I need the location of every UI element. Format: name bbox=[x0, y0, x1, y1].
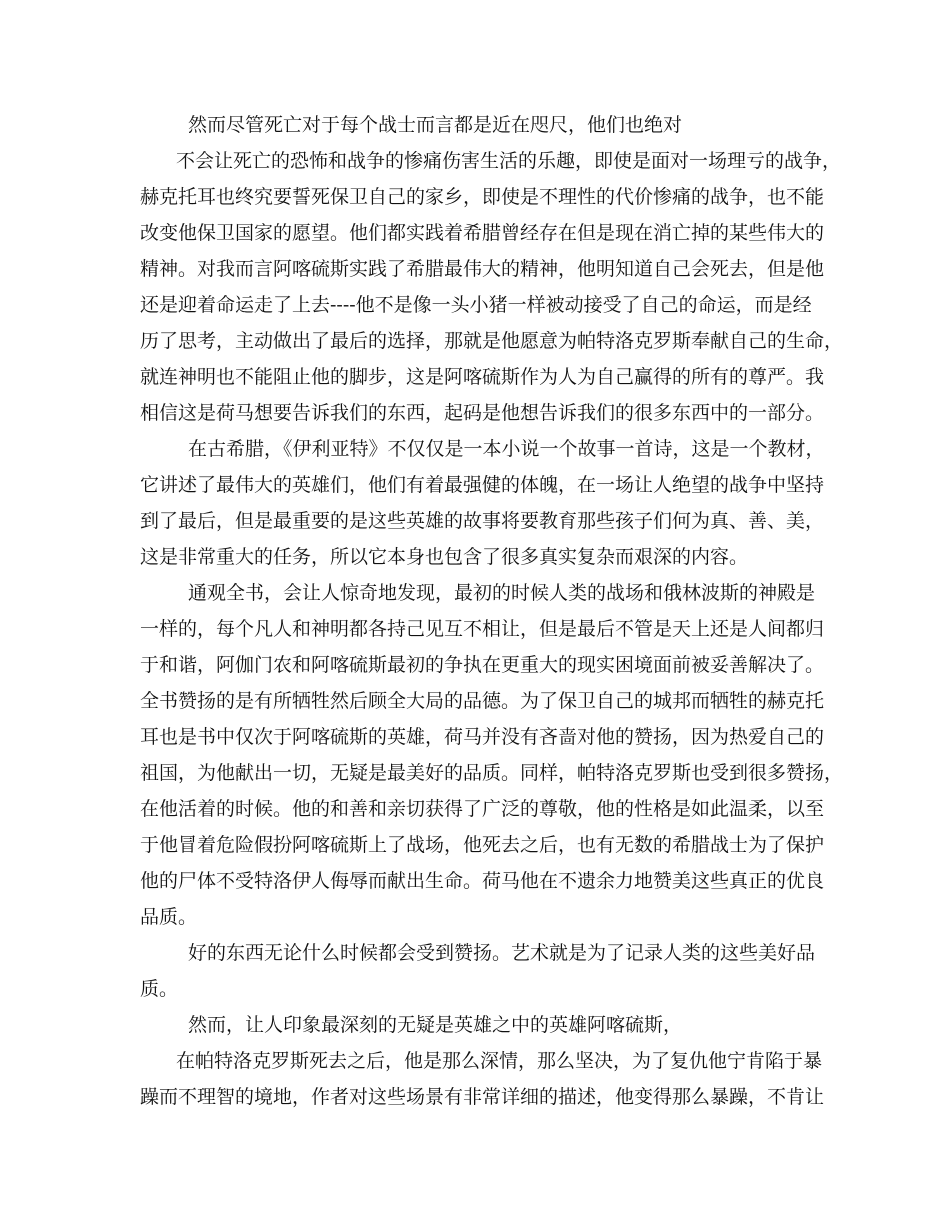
text-line-19: 祖国，为他献出一切，无疑是最美好的品质。同样，帕特洛克罗斯也受到很多赞扬， bbox=[140, 762, 844, 784]
text-line-5: 精神。对我而言阿喀硫斯实践了希腊最伟大的精神，他明知道自己会死去，但是他 bbox=[140, 258, 825, 280]
text-line-11: 它讲述了最伟大的英雄们，他们有着最强健的体魄，在一场让人绝望的战争中坚持 bbox=[140, 474, 825, 496]
text-line-8: 就连神明也不能阻止他的脚步，这是阿喀硫斯作为人为自己赢得的所有的尊严。我 bbox=[140, 366, 825, 388]
text-line-16: 于和谐，阿伽门农和阿喀硫斯最初的争执在更重大的现实困境面前被妥善解决了。 bbox=[140, 654, 825, 676]
text-line-21: 于他冒着危险假扮阿喀硫斯上了战场，他死去之后，也有无数的希腊战士为了保护 bbox=[140, 834, 825, 856]
text-line-12: 到了最后，但是最重要的是这些英雄的故事将要教育那些孩子们何为真、善、美， bbox=[140, 510, 825, 532]
text-line-27: 在帕特洛克罗斯死去之后，他是那么深情，那么坚决，为了复仇他宁肯陷于暴 bbox=[176, 1050, 823, 1072]
text-line-1: 然而尽管死亡对于每个战士而言都是近在咫尺，他们也绝对 bbox=[188, 114, 683, 136]
text-line-20: 在他活着的时候。他的和善和亲切获得了广泛的尊敬，他的性格是如此温柔，以至 bbox=[140, 798, 825, 820]
text-line-25: 质。 bbox=[140, 978, 179, 1000]
text-line-15: 一样的，每个凡人和神明都各持己见互不相让，但是最后不管是天上还是人间都归 bbox=[140, 618, 825, 640]
text-line-2: 不会让死亡的恐怖和战争的惨痛伤害生活的乐趣，即使是面对一场理亏的战争， bbox=[176, 150, 842, 172]
text-line-6: 还是迎着命运走了上去----他不是像一头小猪一样被动接受了自己的命运，而是经 bbox=[140, 294, 812, 316]
text-line-9: 相信这是荷马想要告诉我们的东西，起码是他想告诉我们的很多东西中的一部分。 bbox=[140, 402, 825, 424]
text-line-17: 全书赞扬的是有所牺牲然后顾全大局的品德。为了保卫自己的城邦而牺牲的赫克托 bbox=[140, 690, 825, 712]
text-line-14: 通观全书，会让人惊奇地发现，最初的时候人类的战场和俄林波斯的神殿是 bbox=[188, 582, 816, 604]
text-line-28: 躁而不理智的境地，作者对这些场景有非常详细的描述，他变得那么暴躁，不肯让 bbox=[140, 1086, 825, 1108]
text-line-22: 他的尸体不受特洛伊人侮辱而献出生命。荷马他在不遗余力地赞美这些真正的优良 bbox=[140, 870, 825, 892]
text-line-3: 赫克托耳也终究要誓死保卫自己的家乡，即使是不理性的代价惨痛的战争，也不能 bbox=[140, 186, 825, 208]
text-line-13: 这是非常重大的任务，所以它本身也包含了很多真实复杂而艰深的内容。 bbox=[140, 546, 749, 568]
text-line-10: 在古希腊，《伊利亚特》不仅仅是一本小说一个故事一首诗，这是一个教材， bbox=[188, 438, 825, 460]
text-line-24: 好的东西无论什么时候都会受到赞扬。艺术就是为了记录人类的这些美好品 bbox=[188, 942, 816, 964]
text-line-4: 改变他保卫国家的愿望。他们都实践着希腊曾经存在但是现在消亡掉的某些伟大的 bbox=[140, 222, 825, 244]
text-line-18: 耳也是书中仅次于阿喀硫斯的英雄，荷马并没有吝啬对他的赞扬，因为热爱自己的 bbox=[140, 726, 825, 748]
text-line-7: 历了思考，主动做出了最后的选择，那就是他愿意为帕特洛克罗斯奉献自己的生命， bbox=[140, 330, 844, 352]
text-line-23: 品质。 bbox=[140, 906, 198, 928]
text-line-26: 然而，让人印象最深刻的无疑是英雄之中的英雄阿喀硫斯， bbox=[188, 1014, 683, 1036]
